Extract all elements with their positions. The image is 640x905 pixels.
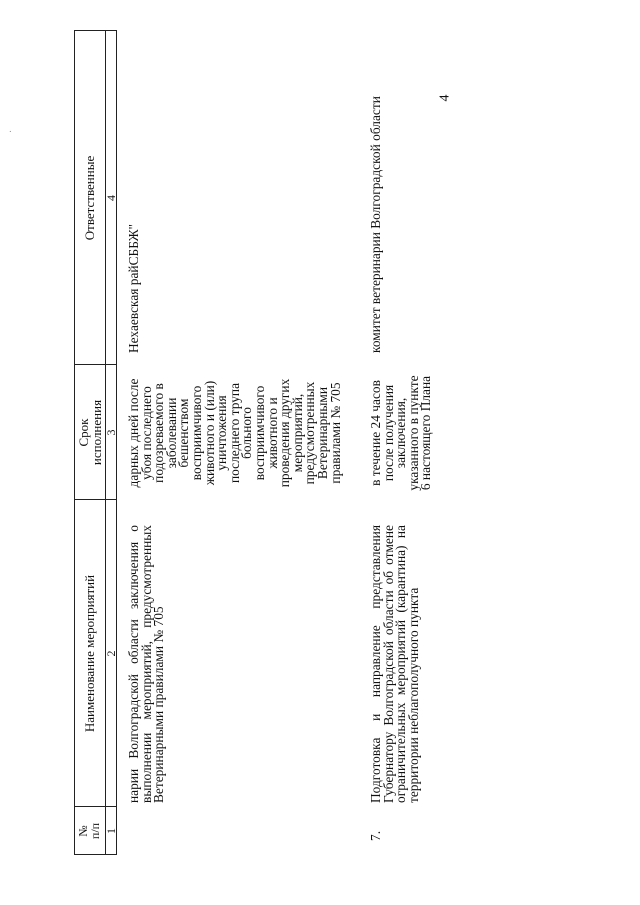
rotated-table [74,30,594,855]
colnum-1: 1 [104,828,118,834]
header-deadline: Срок исполнения [76,399,104,466]
colnum-4: 4 [104,195,118,201]
header-responsible: Ответственные [82,155,97,241]
row-2-number: 7. [368,830,383,841]
row-2-deadline: в течение 24 часов после получения заключения, указанного в пункте 6 настоящего Плана [368,375,434,491]
row-1-responsible: Нехаевская райСББЖ" [126,223,141,353]
scan-artifact: · [6,129,18,134]
table-top-border [74,30,75,855]
colnum-3: 3 [104,429,118,436]
colnum-2: 2 [104,650,118,657]
row-1-name: нарии Волгоградской области заключения о выполнении мероприятий, предусмотренных Ветеринарными правилами № 705 [126,525,167,803]
page-number: 4 [437,94,453,102]
row-1-deadline: дарных дней после убоя последнего подозреваемого в заболевании бешенством восприимчивого животного и (или) уничтожения последнего трупа больного восприимчивого животного и проведения других мероприятий, предусмотренных Ветеринарными правилами № 705 [126,378,343,488]
row-2-name: Подготовка и направление представления Губернатору Волгоградской области об отмене ограничительных мероприятий (карантина) на территории неблагополучного пункта [368,525,421,803]
header-name: Наименование мероприятий [82,574,97,733]
row-2-responsible: комитет ветеринарии Волгоградской области [368,96,383,353]
header-number: № п/п [76,822,102,840]
